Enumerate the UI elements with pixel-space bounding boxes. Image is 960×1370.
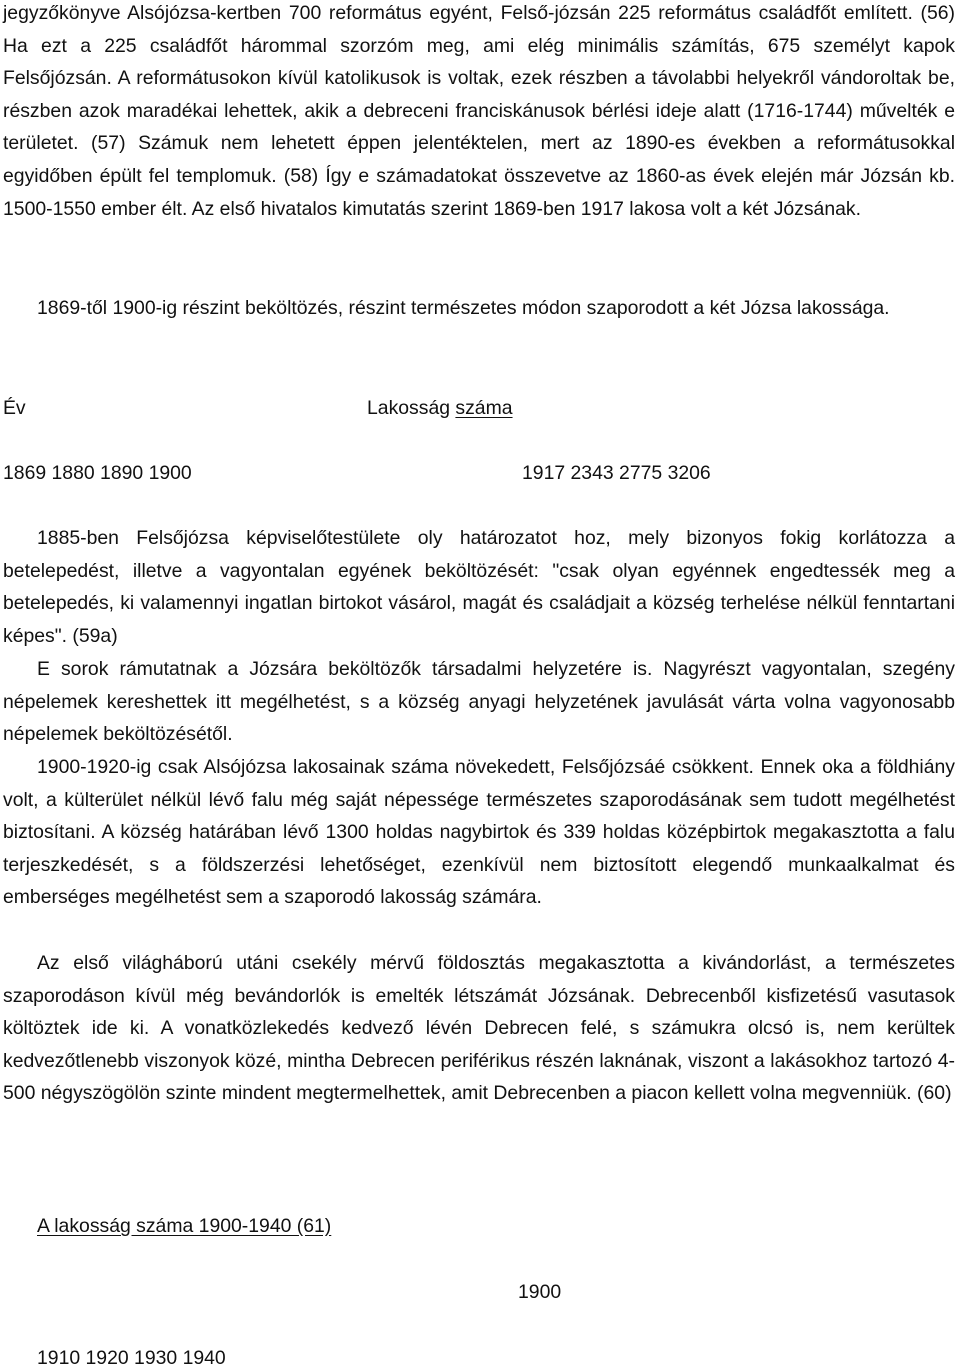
table1-year-header: Év <box>3 397 26 419</box>
paragraph-population-growth: 1869-től 1900-ig részint beköltözés, részint természetes módon szaporodott a két Józsa lakossága. <box>37 297 890 319</box>
paragraph-catholics: jegyzőkönyve Alsójózsa-kertben 700 református egyént, Felső-józsán 225 református családfőt említett. (56) Ha ezt a 225 családfőt hárommal szorzóm meg, ami elég minimális számítás, 675 személyt kapok Felsőjózsán. A reformátusokon kívül katolikusok is voltak, ezek részben a távolabbi helyekről vándoroltak be, részben azok maradékai lehettek, akik a debreceni franciskánusok bérlési ideje alatt (1716-1744) művelték e területet. (57) Számuk nem lehetett éppen jelentéktelen, mert az 1890-es években a reformátusokkal egyidőben épült fel templomuk. (58) Így e számadatokat összevetve az 1860-as évek elején már Józsán kb. 1500-1550 ember élt. Az első hivatalos kimutatás szerint 1869-ben 1917 lakosa volt a két Józsának. <box>3 2 955 220</box>
table1-population-header-a: Lakosság <box>367 397 456 419</box>
table2-year-1900: 1900 <box>518 1281 562 1303</box>
paragraph-post-war: Az első világháború utáni csekély mérvű földosztás megakasztotta a kivándorlást, a természetes szaporodáson kívül még bevándorlók is emelték létszámát Józsának. Debrecenből kisfizetésű vasutasok költöztek ide ki. A vonatközlekedés kedvező lévén Debrecen felé, s számukra olcsó is, nem kerültek kedvezőtlenebb viszonyok közé, mintha Debrecen periférikus részén laknának, viszont a lakásokhoz tartozó 4-500 négyszögölön szinte mindent megtermelhettek, amit Debrecenben a piacon kellett volna megvenniük. (60) <box>3 952 955 1105</box>
paragraph-social-status: E sorok rámutatnak a Józsára beköltözők társadalmi helyzetére is. Nagyrészt vagyontalan, szegény népelemek kereshettek itt megélhetést, s a község anyagi helyzetének javulását várta volna vagyonosabb népelemek beköltözésétől. <box>3 658 955 746</box>
paragraph-1885-resolution: 1885-ben Felsőjózsa képviselőtestülete oly határozatot hoz, mely bizonyos fokig korlátozza a betelepedést, illetve a vagyontalan egyének beköltözését: "csak olyan egyénnek engedtessék meg a betelepedés, ki valamennyi ingatlan birtokot vásárol, magát és családjait a község terhelése nélkül fenntartani képes". (59a) <box>3 527 955 647</box>
table2-years: 1910 1920 1930 1940 <box>37 1347 226 1369</box>
table1-population-header-b: száma <box>455 397 513 419</box>
table1-population-header <box>367 396 513 420</box>
table1-populations: 1917 2343 2775 3206 <box>522 462 711 484</box>
table2-title: A lakosság száma 1900-1940 (61) <box>37 1215 332 1237</box>
paragraph-1900-1920: 1900-1920-ig csak Alsójózsa lakosainak száma növekedett, Felsőjózsáé csökkent. Ennek oka a földhiány volt, a külterület nélkül lévő falu még saját népessége természetes szaporodásának sem tudott megélhetést biztosítani. A község határában lévő 1300 holdas nagybirtok és 339 holdas középbirtok megakasztotta a falu terjeszkedését, s a földszerzési lehetőséget, ezenkívül nem biztosított elegendő munkaalkalmat és emberséges megélhetést sem a szaporodó lakosság számára. <box>3 756 955 909</box>
table1-years: 1869 1880 1890 1900 <box>3 462 192 484</box>
